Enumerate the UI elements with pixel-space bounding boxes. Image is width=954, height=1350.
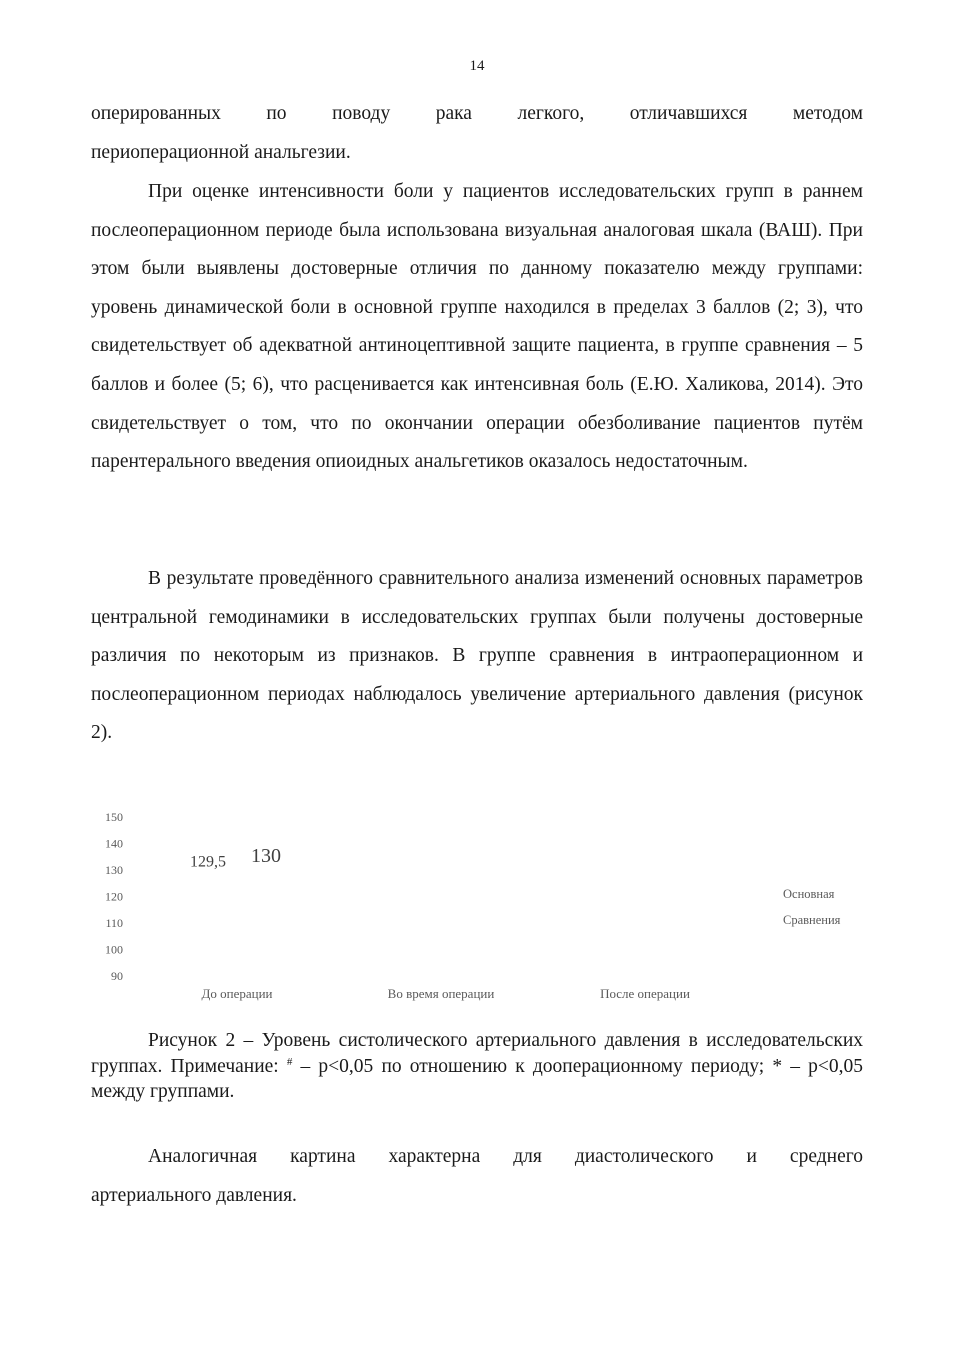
y-axis-ticks [105,810,123,983]
paragraph-hemodynamics [91,560,863,753]
blood-pressure-chart [0,790,954,1015]
paragraph-4-line-2: артериального давления. [91,1184,297,1206]
y-tick-label: 150 [105,810,123,824]
paragraph-1-line-2: периоперационной анальгезии. [91,141,351,163]
legend-entry: Сравнения [783,913,841,927]
y-tick-label: 100 [105,942,123,957]
paragraph-2: При оценке интенсивности боли у пациентов исследовательских групп в раннем послеоперационном периоде была использована визуальная аналоговая шкала (ВАШ). При этом были выявлены достоверные отличия по данному показателю между группами: уровень динамической боли в основной группе находился в пределах 3 баллов (2; 3), что свидетельствует об адекватной антиноцептивной защите пациента, в группе сравнения – 5 баллов и более (5; 6), что расценивается как интенсивная боль (Е.Ю. Халикова, 2014). Это свидетельствует о том, что по окончании операции обезболивание пациентов путём парентерального введения опиоидных анальгетиков оказалось недостаточным. [91,181,863,473]
paragraph-conclusion [91,1138,863,1215]
data-label: 130 [251,845,281,867]
y-tick-label: 140 [105,836,123,851]
x-tick-label: До операции [201,986,273,1001]
paragraph-pain-assessment [91,173,863,482]
caption-text-end: – p<0,05 по отношению к дооперационному периоду; * – p<0,05 между группами. [91,1055,863,1102]
paragraph-3: В результате проведённого сравнительного анализа изменений основных параметров центральной гемодинамики в исследовательских группах были получены достоверные различия по некоторым из признаков. В группе сравнения в интраоперационном и послеоперационном периодах наблюдалось увеличение артериального давления (рисунок 2). [91,568,863,744]
chart-legend [783,887,841,927]
y-tick-label: 90 [111,969,123,983]
y-tick-label: 110 [105,916,123,930]
caption-text: Рисунок 2 – Уровень систолического артериального давления в исследовательских группах. Примечание: [91,1030,863,1077]
paragraph-4-line-1: Аналогичная картина характерна для диастолического и среднего [148,1146,863,1167]
x-axis-labels [202,986,690,1001]
x-tick-label: Во время операции [387,986,495,1001]
legend-entry: Основная [783,887,835,901]
y-tick-label: 120 [105,889,123,904]
paragraph-1-line-1: оперированных по поводу рака легкого, отличавшихся методом [91,103,863,124]
caption-superscript: # [286,1055,293,1068]
paragraph-continuation [91,95,863,172]
page-number: 14 [469,58,485,74]
x-tick-label: После операции [600,986,690,1001]
data-label: 129,5 [190,853,226,871]
y-tick-label: 130 [105,863,123,877]
data-labels [190,845,281,870]
figure-caption [91,1028,863,1105]
